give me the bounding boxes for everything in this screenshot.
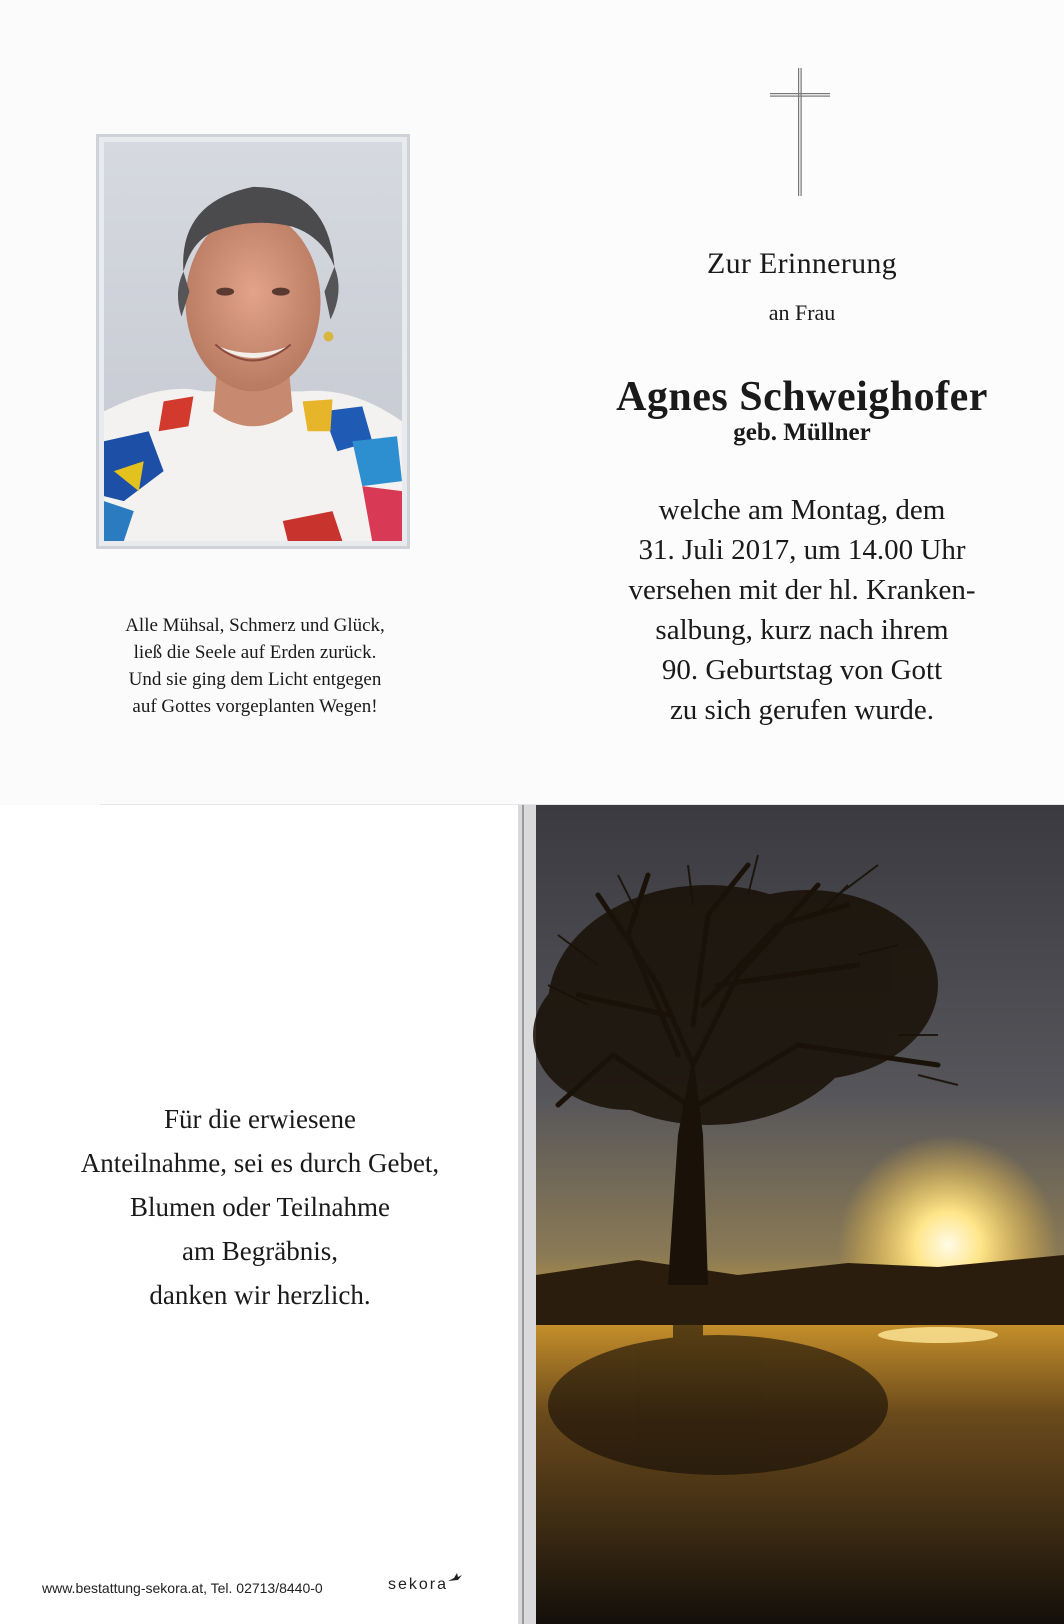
deceased-name: Agnes Schweighofer	[616, 374, 988, 420]
thanks-line: Anteilnahme, sei es durch Gebet,	[80, 1148, 440, 1178]
bird-logo-icon	[447, 1572, 463, 1584]
announcement-line: zu sich gerufen wurde.	[669, 694, 935, 726]
poem-line: auf Gottes vorgeplanten Wegen!	[132, 696, 378, 717]
maiden-name: geb. Müllner	[733, 419, 871, 446]
memorial-poem	[60, 612, 450, 720]
inner-left-panel	[0, 0, 540, 805]
inner-right-panel	[540, 0, 1064, 805]
announcement-line: 90. Geburtstag von Gott	[661, 654, 943, 686]
poem-line: Alle Mühsal, Schmerz und Glück,	[125, 615, 385, 636]
funeral-home-brand: sekora	[388, 1576, 449, 1593]
announcement-line: versehen mit der hl. Kranken-	[628, 574, 976, 606]
thanks-line: Blumen oder Teilnahme	[129, 1192, 391, 1222]
thanks-line: Für die erwiesene	[164, 1104, 356, 1134]
announcement-line: salbung, kurz nach ihrem	[655, 614, 949, 646]
announcement-line: 31. Juli 2017, um 14.00 Uhr	[638, 534, 966, 566]
heading: Zur Erinnerung	[707, 247, 897, 280]
thanks-line: am Begräbnis,	[182, 1236, 338, 1266]
poem-line: ließ die Seele auf Erden zurück.	[133, 642, 377, 663]
portrait-frame	[96, 134, 410, 549]
announcement-line: welche am Montag, dem	[658, 494, 946, 526]
cross-icon	[770, 68, 830, 196]
sunset-tree-photo	[518, 805, 1064, 1624]
death-announcement	[540, 490, 1064, 730]
funeral-home-contact: www.bestattung-sekora.at, Tel. 02713/8440-0	[42, 1580, 323, 1596]
salutation: an Frau	[768, 300, 836, 325]
thanks-line: danken wir herzlich.	[149, 1280, 371, 1310]
thanks-message	[20, 1097, 500, 1317]
cover-panel	[518, 805, 1064, 1624]
poem-line: Und sie ging dem Licht entgegen	[128, 669, 382, 690]
portrait-photo	[104, 142, 402, 541]
